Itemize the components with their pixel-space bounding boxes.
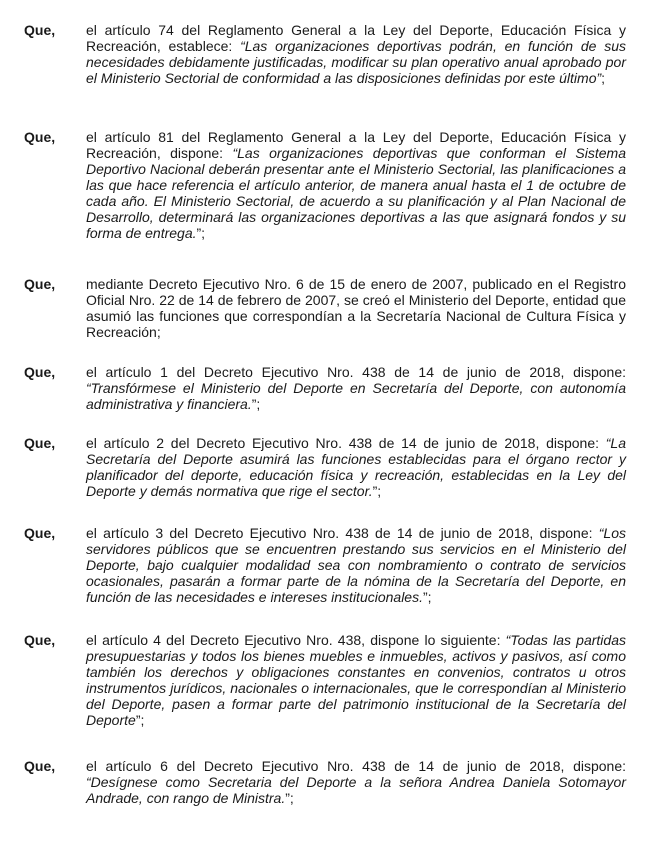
clause-label: Que, xyxy=(24,22,56,38)
clause-label: Que, xyxy=(24,525,56,541)
clause-text xyxy=(86,758,626,806)
clause-label: Que, xyxy=(24,632,56,648)
clause-label: Que, xyxy=(24,364,56,380)
clause-intro: el artículo 81 del Reglamento General a la Ley del Deporte, Educación Física y Recreación, dispone: xyxy=(86,129,626,161)
clause-label: Que, xyxy=(24,129,56,145)
clause-text xyxy=(86,525,626,605)
clause-intro: mediante Decreto Ejecutivo Nro. 6 de 15 de enero de 2007, publicado en el Registro Oficial Nro. 22 de 14 de febrero de 2007, se creó el Ministerio del Deporte, entidad que asumió las funciones que correspondían a la Secretaría Nacional de Cultura Física y Recreación; xyxy=(86,276,626,340)
clause-text xyxy=(86,632,626,728)
clause-intro: el artículo 3 del Decreto Ejecutivo Nro. 438 de 14 de junio de 2018, dispone: xyxy=(86,525,599,541)
clause-text xyxy=(86,276,626,340)
clause-label: Que, xyxy=(24,758,56,774)
clause-end: ; xyxy=(601,70,606,86)
clause-intro: el artículo 2 del Decreto Ejecutivo Nro. 438 de 14 de junio de 2018, dispone: xyxy=(86,435,606,451)
clause-end: ”; xyxy=(285,790,294,806)
clause-quote: “Las organizaciones deportivas podrán, en función de sus necesidades debidamente justificadas, modificar su plan operativo anual aprobado por el Ministerio Sectorial de conformidad a las disposiciones definidas por este último” xyxy=(86,38,626,86)
clause-quote: “Los servidores públicos que se encuentren prestando sus servicios en el Ministerio del Deporte, bajo cualquier modalidad sea con nombramiento o contrato de servicios ocasionales, pasarán a formar parte de la nómina de la Secretaría del Deporte, en función de las necesidades e intereses institucionales. xyxy=(86,525,626,605)
clause-intro: el artículo 4 del Decreto Ejecutivo Nro. 438, dispone lo siguiente: xyxy=(86,632,506,648)
clause-end: ”; xyxy=(251,396,261,412)
clause-intro: el artículo 6 del Decreto Ejecutivo Nro. 438 de 14 de junio de 2018, dispone: xyxy=(86,758,626,774)
clause-label: Que, xyxy=(24,435,56,451)
clause-end: ”; xyxy=(135,712,145,728)
clause-text xyxy=(86,435,626,499)
clause-label: Que, xyxy=(24,276,56,292)
clause-quote: “La Secretaría del Deporte asumirá las funciones establecidas para el órgano rector y planificador del deporte, educación física y recreación, establecidas en la Ley del Deporte y demás normativa que rige el sector. xyxy=(86,435,626,499)
clause-text xyxy=(86,129,626,241)
clause-intro: el artículo 1 del Decreto Ejecutivo Nro. 438 de 14 de junio de 2018, dispone: xyxy=(86,364,626,380)
clause-quote: “Desígnese como Secretaria del Deporte a la señora Andrea Daniela Sotomayor Andrade, con rango de Ministra. xyxy=(86,774,626,806)
clause-end: ”; xyxy=(196,225,206,241)
clause-end: ”; xyxy=(372,483,382,499)
clause-quote: “Transfórmese el Ministerio del Deporte en Secretaría del Deporte, con autonomía administrativa y financiera. xyxy=(86,380,626,412)
clause-quote: “Las organizaciones deportivas que conforman el Sistema Deportivo Nacional deberán presentar ante el Ministerio Sectorial, las planificaciones a las que hace referencia el artículo anterior, de manera anual hasta el 1 de octubre de cada año. El Ministerio Sectorial, de acuerdo a su planificación y al Plan Nacional de Desarrollo, determinará las organizaciones deportivas a las que asignará fondos y su forma de entrega. xyxy=(86,145,626,241)
clause-text xyxy=(86,22,626,86)
clause-end: ”; xyxy=(422,589,432,605)
clause-quote: “Todas las partidas presupuestarias y todos los bienes muebles e inmuebles, activos y pasivos, así como también los derechos y obligaciones constantes en convenios, contratos u otros instrumentos jurídicos, nacionales o internacionales, que le correspondían al Ministerio del Deporte, pasen a formar parte del patrimonio institucional de la Secretaría del Deporte xyxy=(86,632,626,728)
clause-intro: el artículo 74 del Reglamento General a la Ley del Deporte, Educación Física y Recreación, establece: xyxy=(86,22,626,54)
clause-text xyxy=(86,364,626,412)
